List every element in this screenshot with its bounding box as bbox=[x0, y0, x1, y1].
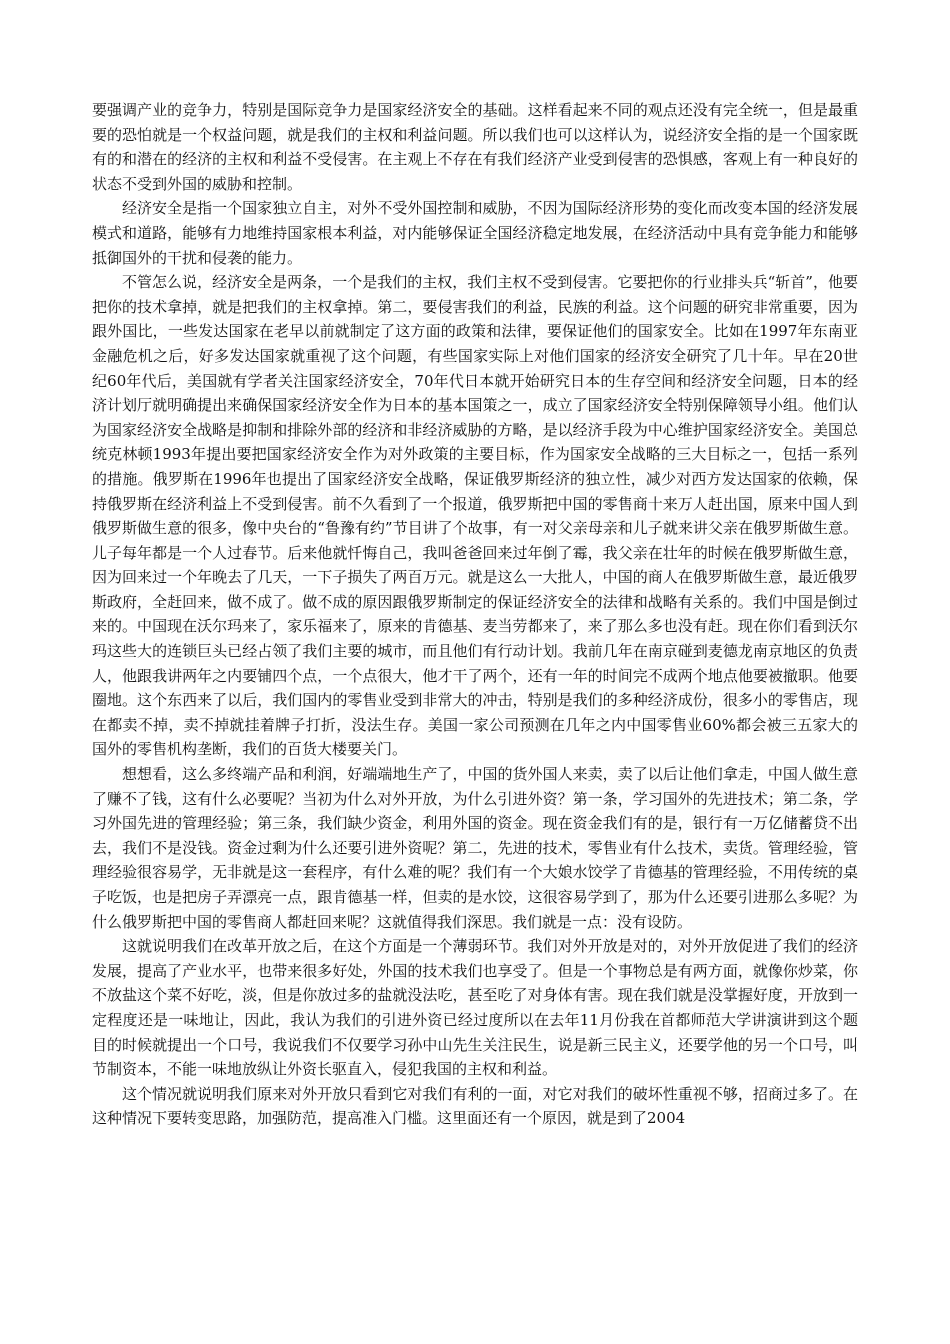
paragraph-2: 经济安全是指一个国家独立自主，对外不受外国控制和威胁，不因为国际经济形势的变化而改变本国的经济发展模式和道路，能够有力地维持国家根本利益，对内能够保证全国经济稳定地发展，在经济活动中具有竞争能力和能够抵御国外的干扰和侵袭的能力。 bbox=[92, 199, 858, 267]
document-page bbox=[92, 98, 858, 1298]
paragraph-3: 不管怎么说，经济安全是两条，一个是我们的主权，我们主权不受到侵害。它要把你的行业排头兵“斩首”，他要把你的技术拿掉，就是把我们的主权拿掉。第二，要侵害我们的利益，民族的利益。这个问题的研究非常重要，因为跟外国比，一些发达国家在老早以前就制定了这方面的政策和法律，要保证他们的国家安全。比如在1997年东南亚金融危机之后，好多发达国家就重视了这个问题，有些国家实际上对他们国家的经济安全研究了几十年。早在20世纪60年代后，美国就有学者关注国家经济安全，70年代日本就开始研究日本的生存空间和经济安全问题，日本的经济计划厅就明确提出来确保国家经济安全作为日本的基本国策之一，成立了国家经济安全特别保障领导小组。他们认为国家经济安全战略是抑制和排除外部的经济和非经济威胁的方略，是以经济手段为中心维护国家经济安全。美国总统克林顿1993年提出要把国家经济安全作为对外政策的主要目标，作为国家安全战略的三大目标之一，包括一系列的措施。俄罗斯在1996年也提出了国家经济安全战略，保证俄罗斯经济的独立性，减少对西方发达国家的依赖，保持俄罗斯在经济利益上不受到侵害。前不久看到了一个报道，俄罗斯把中国的零售商十来万人赶出国，原来中国人到俄罗斯做生意的很多，像中央台的“鲁豫有约”节目讲了个故事，有一对父亲母亲和儿子就来讲父亲在俄罗斯做生意。儿子每年都是一个人过春节。后来他就忏悔自己，我叫爸爸回来过年倒了霉，我父亲在壮年的时候在俄罗斯做生意，因为回来过一个年晚去了几天，一下子损失了两百万元。就是这么一大批人，中国的商人在俄罗斯做生意，最近俄罗斯政府，全赶回来，做不成了。做不成的原因跟俄罗斯制定的保证经济安全的法律和战略有关系的。我们中国是倒过来的。中国现在沃尔玛来了，家乐福来了，原来的肯德基、麦当劳都来了，来了那么多也没有赶。现在你们看到沃尔玛这些大的连锁巨头已经占领了我们主要的城市，而且他们有行动计划。我前几年在南京碰到麦德龙南京地区的负责人，他跟我讲两年之内要铺四个点，一个点很大，他才干了两个，还有一年的时间完不成两个地点他要被撤职。他要圈地。这个东西来了以后，我们国内的零售业受到非常大的冲击，特别是我们的多种经济成份，很多小的零售店，现在都卖不掉，卖不掉就挂着牌子打折，没法生存。美国一家公司预测在几年之内中国零售业60%都会被三五家大的国外的零售机构垄断，我们的百货大楼要关门。 bbox=[92, 273, 858, 759]
paragraph-6: 这个情况就说明我们原来对外开放只看到它对我们有利的一面，对它对我们的破坏性重视不够，招商过多了。在这种情况下要转变思路，加强防范，提高准入门槛。这里面还有一个原因，就是到了2004 bbox=[92, 1084, 858, 1128]
paragraph-1: 要强调产业的竞争力，特别是国际竞争力是国家经济安全的基础。这样看起来不同的观点还没有完全统一，但是最重要的恐怕就是一个权益问题，就是我们的主权和利益问题。所以我们也可以这样认为，说经济安全指的是一个国家既有的和潜在的经济的主权和利益不受侵害。在主观上不存在有我们经济产业受到侵害的恐惧感，客观上有一种良好的状态不受到外国的威胁和控制。 bbox=[92, 101, 858, 193]
paragraph-4: 想想看，这么多终端产品和利润，好端端地生产了，中国的货外国人来卖，卖了以后让他们拿走，中国人做生意了赚不了钱，这有什么必要呢？当初为什么对外开放，为什么引进外资？第一条，学习国外的先进技术；第二条，学习外国先进的管理经验；第三条，我们缺少资金，利用外国的资金。现在资金我们有的是，银行有一万亿储蓄贷不出去，我们不是没钱。资金过剩为什么还要引进外资呢？第二，先进的技术，零售业有什么技术，卖货。管理经验，管理经验很容易学，无非就是这一套程序，有什么难的呢？我们有一个大娘水饺学了肯德基的管理经验，不用传统的桌子吃饭，也是把房子弄漂亮一点，跟肯德基一样，但卖的是水饺，这很容易学到了，那为什么还要引进那么多呢？为什么俄罗斯把中国的零售商人都赶回来呢？这就值得我们深思。我们就是一点：没有设防。 bbox=[92, 765, 858, 931]
paragraph-5: 这就说明我们在改革开放之后，在这个方面是一个薄弱环节。我们对外开放是对的，对外开放促进了我们的经济发展，提高了产业水平，也带来很多好处，外国的技术我们也享受了。但是一个事物总是有两方面，就像你炒菜，你不放盐这个菜不好吃，淡，但是你放过多的盐就没法吃，甚至吃了对身体有害。现在我们就是没掌握好度，开放到一定程度还是一味地让，因此，我认为我们的引进外资已经过度所以在去年11月份我在首都师范大学讲演讲到这个题目的时候就提出一个口号，我说我们不仅要学习孙中山先生关注民生，说是新三民主义，还要学他的另一个口号，叫节制资本，不能一味地放纵让外资长驱直入，侵犯我国的主权和利益。 bbox=[92, 937, 858, 1079]
